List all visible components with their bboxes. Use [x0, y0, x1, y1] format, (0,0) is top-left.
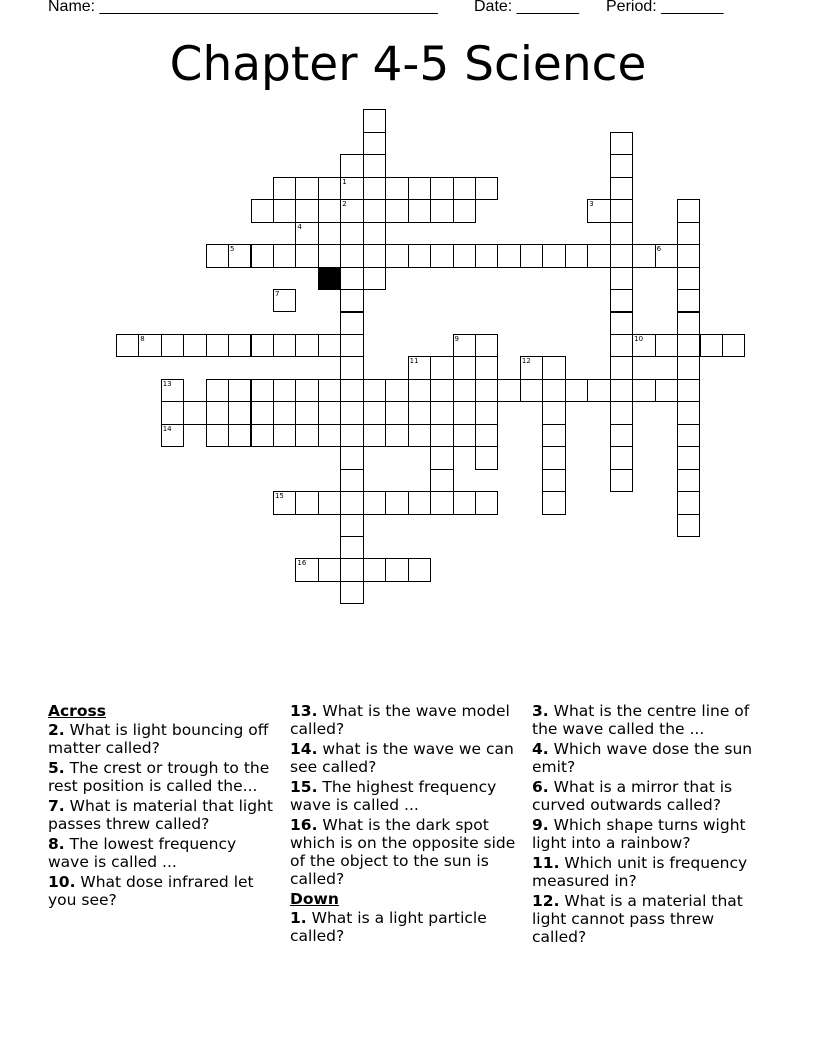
- crossword-cell[interactable]: [363, 177, 386, 200]
- crossword-cell[interactable]: [610, 424, 633, 447]
- clue-number-label: 10: [634, 334, 644, 343]
- crossword-cell[interactable]: [520, 244, 543, 267]
- crossword-block-cell: [318, 267, 341, 290]
- crossword-cell[interactable]: [318, 424, 341, 447]
- crossword-cell[interactable]: [632, 244, 655, 267]
- clue-number: 13.: [290, 702, 318, 720]
- crossword-cell[interactable]: [587, 379, 610, 402]
- crossword-cell[interactable]: [610, 132, 633, 155]
- clue-text: The crest or trough to the rest position is called the...: [48, 759, 270, 795]
- crossword-cell[interactable]: [340, 334, 363, 357]
- crossword-cell[interactable]: [340, 491, 363, 514]
- crossword-cell[interactable]: [497, 244, 520, 267]
- down-clue: [532, 740, 764, 776]
- crossword-cell[interactable]: [475, 446, 498, 469]
- crossword-cell[interactable]: [520, 379, 543, 402]
- crossword-cell[interactable]: [520, 356, 543, 379]
- crossword-cell[interactable]: [228, 244, 251, 267]
- crossword-cell[interactable]: [610, 446, 633, 469]
- down-clue: [290, 909, 522, 945]
- crossword-cell[interactable]: [655, 334, 678, 357]
- crossword-cell[interactable]: [228, 401, 251, 424]
- clue-text: The lowest frequency wave is called ...: [48, 835, 237, 871]
- crossword-cell[interactable]: [363, 154, 386, 177]
- crossword-cell[interactable]: [453, 199, 476, 222]
- crossword-cell[interactable]: [340, 177, 363, 200]
- crossword-cell[interactable]: [363, 491, 386, 514]
- date-field[interactable]: Date: _______: [474, 0, 579, 15]
- clue-number-label: 9: [454, 334, 460, 343]
- crossword-cell[interactable]: [475, 491, 498, 514]
- crossword-cell[interactable]: [542, 424, 565, 447]
- crossword-cell[interactable]: [318, 491, 341, 514]
- crossword-cell[interactable]: [273, 401, 296, 424]
- clue-number: 16.: [290, 816, 318, 834]
- clue-number-label: 14: [162, 424, 172, 433]
- crossword-cell[interactable]: [430, 469, 453, 492]
- clue-text: What is light bouncing off matter called?: [48, 721, 269, 757]
- across-clue: [48, 759, 280, 795]
- crossword-cell[interactable]: [273, 334, 296, 357]
- crossword-cell[interactable]: [161, 379, 184, 402]
- crossword-cell[interactable]: [587, 244, 610, 267]
- crossword-cell[interactable]: [430, 401, 453, 424]
- crossword-cell[interactable]: [295, 334, 318, 357]
- crossword-cell[interactable]: [677, 222, 700, 245]
- crossword-cell[interactable]: [677, 424, 700, 447]
- across-clue: [48, 873, 280, 909]
- crossword-cell[interactable]: [610, 289, 633, 312]
- crossword-cell[interactable]: [408, 379, 431, 402]
- crossword-cell[interactable]: [251, 244, 274, 267]
- down-heading: Down: [290, 890, 339, 908]
- crossword-cell[interactable]: [677, 199, 700, 222]
- down-clue-list: [290, 909, 522, 945]
- crossword-cell[interactable]: [475, 401, 498, 424]
- clue-number: 8.: [48, 835, 65, 853]
- crossword-cell[interactable]: [385, 244, 408, 267]
- crossword-cell[interactable]: [453, 334, 476, 357]
- across-clue: [48, 797, 280, 833]
- crossword-cell[interactable]: [273, 177, 296, 200]
- crossword-cell[interactable]: [228, 334, 251, 357]
- crossword-cell[interactable]: [453, 424, 476, 447]
- crossword-cell[interactable]: [183, 334, 206, 357]
- crossword-cell[interactable]: [206, 424, 229, 447]
- crossword-cell[interactable]: [295, 379, 318, 402]
- crossword-cell[interactable]: [295, 491, 318, 514]
- crossword-cell[interactable]: [161, 334, 184, 357]
- across-clue-list: [48, 721, 280, 909]
- crossword-cell[interactable]: [318, 334, 341, 357]
- crossword-cell[interactable]: [385, 401, 408, 424]
- crossword-cell[interactable]: [430, 491, 453, 514]
- crossword-cell[interactable]: [340, 154, 363, 177]
- clue-number-label: 2: [342, 200, 347, 209]
- clue-text: What is the dark spot which is on the opposite side of the object to the sun is called?: [290, 816, 516, 888]
- crossword-cell[interactable]: [206, 334, 229, 357]
- crossword-cell[interactable]: [610, 199, 633, 222]
- crossword-cell[interactable]: [340, 558, 363, 581]
- clue-number: 4.: [532, 740, 549, 758]
- clues-column-2: [290, 702, 522, 947]
- crossword-cell[interactable]: [632, 379, 655, 402]
- clue-text: What is material that light passes threw called?: [48, 797, 273, 833]
- clue-text: The highest frequency wave is called ...: [290, 778, 497, 814]
- crossword-cell[interactable]: [610, 177, 633, 200]
- crossword-cell[interactable]: [273, 491, 296, 514]
- crossword-cell[interactable]: [385, 558, 408, 581]
- crossword-cell[interactable]: [542, 491, 565, 514]
- clue-number-label: 11: [409, 357, 419, 366]
- clue-text: What is a mirror that is curved outwards called?: [532, 778, 733, 814]
- name-field[interactable]: Name: ______________________________________: [48, 0, 438, 15]
- crossword-cell[interactable]: [295, 199, 318, 222]
- crossword-cell[interactable]: [363, 558, 386, 581]
- clue-number-label: 3: [589, 200, 594, 209]
- crossword-cell[interactable]: [273, 289, 296, 312]
- clues-column-1: [48, 702, 280, 911]
- crossword-cell[interactable]: [677, 267, 700, 290]
- crossword-cell[interactable]: [318, 177, 341, 200]
- crossword-cell[interactable]: [610, 401, 633, 424]
- crossword-cell[interactable]: [655, 379, 678, 402]
- crossword-cell[interactable]: [408, 177, 431, 200]
- clue-text: What is a light particle called?: [290, 909, 487, 945]
- page-title: Chapter 4-5 Science: [169, 37, 647, 92]
- crossword-cell[interactable]: [542, 356, 565, 379]
- crossword-cell[interactable]: [610, 154, 633, 177]
- period-field[interactable]: Period: _______: [606, 0, 724, 15]
- crossword-cell[interactable]: [430, 244, 453, 267]
- crossword-cell[interactable]: [340, 267, 363, 290]
- crossword-cell[interactable]: [318, 558, 341, 581]
- crossword-cell[interactable]: [542, 379, 565, 402]
- crossword-cell[interactable]: [340, 244, 363, 267]
- crossword-cell[interactable]: [677, 289, 700, 312]
- crossword-cell[interactable]: [610, 244, 633, 267]
- across-clue: [48, 835, 280, 871]
- clue-number: 7.: [48, 797, 65, 815]
- clue-text: what is the wave we can see called?: [290, 740, 514, 776]
- crossword-cell[interactable]: [340, 379, 363, 402]
- across-clue: [290, 702, 522, 738]
- crossword-cell[interactable]: [340, 199, 363, 222]
- clue-text: What is the centre line of the wave called the ...: [532, 702, 750, 738]
- crossword-cell[interactable]: [340, 581, 363, 604]
- crossword-cell[interactable]: [363, 401, 386, 424]
- crossword-cell[interactable]: [206, 401, 229, 424]
- crossword-cell[interactable]: [363, 222, 386, 245]
- crossword-cell[interactable]: [295, 558, 318, 581]
- crossword-cell[interactable]: [475, 177, 498, 200]
- crossword-cell[interactable]: [363, 244, 386, 267]
- crossword-cell[interactable]: [273, 424, 296, 447]
- crossword-cell[interactable]: [116, 334, 139, 357]
- clue-number-label: 5: [230, 245, 235, 254]
- crossword-cell[interactable]: [475, 424, 498, 447]
- crossword-cell[interactable]: [340, 424, 363, 447]
- crossword-cell[interactable]: [655, 244, 678, 267]
- crossword-cell[interactable]: [295, 244, 318, 267]
- crossword-cell[interactable]: [677, 312, 700, 335]
- down-clue: [532, 778, 764, 814]
- crossword-cell[interactable]: [542, 401, 565, 424]
- clue-number-label: 1: [342, 177, 347, 186]
- crossword-cell[interactable]: [610, 379, 633, 402]
- clue-number-label: 4: [297, 222, 302, 231]
- crossword-cell[interactable]: [206, 379, 229, 402]
- crossword-cell[interactable]: [542, 446, 565, 469]
- clue-number-label: 15: [274, 492, 284, 501]
- crossword-cell[interactable]: [295, 424, 318, 447]
- clue-number: 3.: [532, 702, 549, 720]
- crossword-cell[interactable]: [610, 356, 633, 379]
- across-clue: [290, 816, 522, 888]
- clue-number: 2.: [48, 721, 65, 739]
- clue-number-label: 12: [521, 357, 531, 366]
- crossword-cell[interactable]: [363, 267, 386, 290]
- down-clue: [532, 816, 764, 852]
- crossword-cell[interactable]: [408, 199, 431, 222]
- crossword-cell[interactable]: [430, 424, 453, 447]
- crossword-cell[interactable]: [363, 109, 386, 132]
- crossword-cell[interactable]: [408, 558, 431, 581]
- crossword-cell[interactable]: [228, 379, 251, 402]
- crossword-cell[interactable]: [677, 334, 700, 357]
- crossword-cell[interactable]: [408, 401, 431, 424]
- crossword-cell[interactable]: [251, 424, 274, 447]
- crossword-cell[interactable]: [340, 312, 363, 335]
- crossword-cell[interactable]: [677, 514, 700, 537]
- crossword-cell[interactable]: [138, 334, 161, 357]
- down-clue: [532, 854, 764, 890]
- crossword-cell[interactable]: [340, 356, 363, 379]
- crossword-cell[interactable]: [295, 401, 318, 424]
- clue-number-label: 8: [140, 334, 145, 343]
- crossword-cell[interactable]: [385, 379, 408, 402]
- clue-number-label: 16: [297, 559, 307, 568]
- crossword-cell[interactable]: [430, 177, 453, 200]
- crossword-cell[interactable]: [677, 356, 700, 379]
- crossword-cell[interactable]: [251, 401, 274, 424]
- crossword-cell[interactable]: [340, 514, 363, 537]
- clues-column-3: [532, 702, 764, 948]
- crossword-cell[interactable]: [251, 379, 274, 402]
- crossword-cell[interactable]: [251, 334, 274, 357]
- crossword-cell[interactable]: [453, 379, 476, 402]
- clue-text: Which unit is frequency measured in?: [532, 854, 748, 890]
- down-clue: [532, 892, 764, 946]
- crossword-cell[interactable]: [273, 199, 296, 222]
- crossword-cell[interactable]: [318, 244, 341, 267]
- crossword-cell[interactable]: [340, 536, 363, 559]
- clue-number-label: 13: [162, 379, 172, 388]
- crossword-cell[interactable]: [677, 446, 700, 469]
- crossword-cell[interactable]: [430, 379, 453, 402]
- crossword-cell[interactable]: [430, 356, 453, 379]
- across-clue-list-continued: [290, 702, 522, 888]
- crossword-cell[interactable]: [475, 356, 498, 379]
- crossword-cell[interactable]: [273, 244, 296, 267]
- clue-number: 9.: [532, 816, 549, 834]
- crossword-cell[interactable]: [161, 424, 184, 447]
- crossword-cell[interactable]: [475, 379, 498, 402]
- crossword-cell[interactable]: [363, 132, 386, 155]
- clue-text: Which wave dose the sun emit?: [532, 740, 753, 776]
- crossword-cell[interactable]: [632, 334, 655, 357]
- crossword-cell[interactable]: [430, 199, 453, 222]
- crossword-cell[interactable]: [273, 379, 296, 402]
- clue-number: 15.: [290, 778, 318, 796]
- crossword-cell[interactable]: [408, 491, 431, 514]
- across-clue: [290, 740, 522, 776]
- crossword-cell[interactable]: [565, 379, 588, 402]
- clue-number: 12.: [532, 892, 560, 910]
- crossword-cell[interactable]: [161, 401, 184, 424]
- down-clue-list-continued: [532, 702, 764, 946]
- across-clue: [290, 778, 522, 814]
- crossword-cell[interactable]: [677, 401, 700, 424]
- crossword-cell[interactable]: [700, 334, 723, 357]
- clue-number: 5.: [48, 759, 65, 777]
- crossword-cell[interactable]: [318, 401, 341, 424]
- crossword-cell[interactable]: [295, 177, 318, 200]
- crossword-cell[interactable]: [677, 469, 700, 492]
- crossword-cell[interactable]: [363, 379, 386, 402]
- crossword-cell[interactable]: [677, 491, 700, 514]
- clue-text: What is a material that light cannot pass threw called?: [532, 892, 743, 946]
- crossword-cell[interactable]: [453, 177, 476, 200]
- crossword-cell[interactable]: [228, 424, 251, 447]
- crossword-cell[interactable]: [385, 424, 408, 447]
- crossword-cell[interactable]: [340, 401, 363, 424]
- crossword-cell[interactable]: [542, 469, 565, 492]
- crossword-cell[interactable]: [565, 244, 588, 267]
- crossword-cell[interactable]: [475, 334, 498, 357]
- crossword-cell[interactable]: [385, 199, 408, 222]
- crossword-cell[interactable]: [453, 244, 476, 267]
- clue-number: 11.: [532, 854, 560, 872]
- clue-text: What dose infrared let you see?: [48, 873, 254, 909]
- clue-number-label: 6: [656, 245, 662, 254]
- clue-text: What is the wave model called?: [290, 702, 510, 738]
- crossword-cell[interactable]: [475, 244, 498, 267]
- across-heading: Across: [48, 702, 106, 720]
- clue-number: 10.: [48, 873, 76, 891]
- crossword-cell[interactable]: [587, 199, 610, 222]
- crossword-cell[interactable]: [610, 222, 633, 245]
- crossword-cell[interactable]: [340, 469, 363, 492]
- crossword-cell[interactable]: [408, 244, 431, 267]
- crossword-cell[interactable]: [340, 222, 363, 245]
- crossword-cell[interactable]: [318, 199, 341, 222]
- crossword-cell[interactable]: [295, 222, 318, 245]
- crossword-cell[interactable]: [385, 491, 408, 514]
- clue-number: 14.: [290, 740, 318, 758]
- crossword-cell[interactable]: [722, 334, 745, 357]
- crossword-cell[interactable]: [385, 177, 408, 200]
- crossword-cell[interactable]: [206, 244, 229, 267]
- crossword-cell[interactable]: [677, 379, 700, 402]
- crossword-cell[interactable]: [542, 244, 565, 267]
- crossword-cell[interactable]: [318, 379, 341, 402]
- crossword-cell[interactable]: [363, 199, 386, 222]
- crossword-cell[interactable]: [610, 312, 633, 335]
- crossword-cell[interactable]: [610, 267, 633, 290]
- crossword-cell[interactable]: [408, 356, 431, 379]
- crossword-cell[interactable]: [453, 491, 476, 514]
- crossword-cell[interactable]: [408, 424, 431, 447]
- crossword-cell[interactable]: [497, 379, 520, 402]
- down-clue: [532, 702, 764, 738]
- crossword-cell[interactable]: [677, 244, 700, 267]
- crossword-cell[interactable]: [430, 446, 453, 469]
- crossword-cell[interactable]: [183, 401, 206, 424]
- clue-text: Which shape turns wight light into a rainbow?: [532, 816, 746, 852]
- crossword-cell[interactable]: [251, 199, 274, 222]
- crossword-cell[interactable]: [610, 469, 633, 492]
- crossword-cell[interactable]: [610, 334, 633, 357]
- clue-number: 1.: [290, 909, 307, 927]
- across-clue: [48, 721, 280, 757]
- crossword-cell[interactable]: [363, 424, 386, 447]
- crossword-cell[interactable]: [340, 289, 363, 312]
- crossword-cell[interactable]: [340, 446, 363, 469]
- clue-number-label: 7: [274, 290, 280, 299]
- clue-number: 6.: [532, 778, 549, 796]
